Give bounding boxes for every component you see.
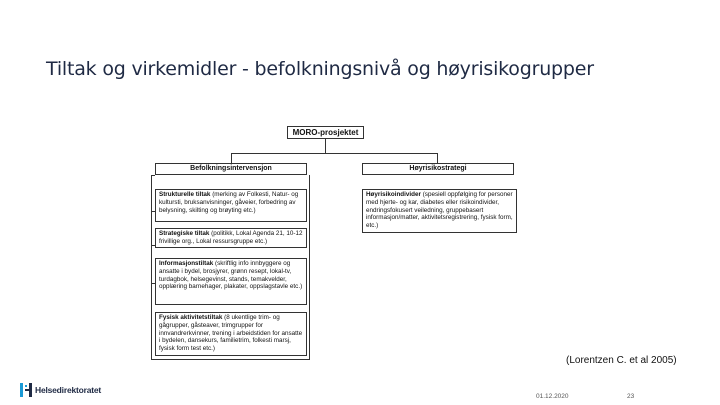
right-branch-node: Høyrisikostrategi bbox=[362, 163, 514, 175]
footer-date: 01.12.2020 bbox=[536, 393, 569, 400]
connector-line bbox=[309, 175, 310, 360]
box-heading: Fysisk aktivitetstiltak bbox=[159, 314, 223, 321]
connector-line bbox=[151, 359, 309, 360]
left-branch-node: Befolkningsintervensjon bbox=[155, 163, 307, 175]
page-number: 23 bbox=[627, 393, 635, 400]
high-risk-individuals-box bbox=[362, 189, 517, 233]
physical-activity-box bbox=[155, 312, 307, 356]
connector-line bbox=[151, 175, 155, 176]
helsedirektoratet-logo-icon bbox=[20, 383, 32, 397]
box-body: (skriftlig info innbyggere og ansatte i bydel, brosjyrer, grønn resept, lokal-tv, turdagbok, helsegevinst, stands, temakvelder, opplæring barnehager, plakater, oppslagstavle etc.) bbox=[159, 260, 303, 291]
box-heading: Strategiske tiltak bbox=[159, 230, 210, 237]
connector-line bbox=[437, 153, 438, 163]
connector-line bbox=[231, 153, 437, 154]
strategic-measures-box bbox=[155, 228, 307, 248]
root-node: MORO-prosjektet bbox=[287, 126, 364, 139]
organization-name: Helsedirektoratet bbox=[35, 385, 102, 395]
box-heading: Strukturelle tiltak bbox=[159, 191, 211, 198]
information-measures-box bbox=[155, 258, 307, 305]
box-body: (8 ukentlige trim- og gågrupper, gåsteaver, trimgrupper for innvandrerkvinner, trening i arbeidstiden for ansatte i bydelen, dansekurs, familietrim, folkesti marsj, fysisk form test etc.) bbox=[159, 314, 303, 353]
box-heading: Høyrisikoindivider bbox=[366, 191, 421, 198]
slide-title: Tiltak og virkemidler - befolkningsnivå og høyrisikogrupper bbox=[46, 58, 594, 80]
citation: (Lorentzen C. et al 2005) bbox=[566, 355, 677, 366]
box-body: (merking av Folkesti, Natur- og kultursti, bruksanvisninger, gåveier, forbedring av belysning, skilting og brøyting etc.) bbox=[159, 191, 299, 214]
box-heading: Informasjonstiltak bbox=[159, 260, 214, 267]
box-body: (politikk, Lokal Agenda 21, 10-12 frivillige org., Lokal ressursgruppe etc.) bbox=[159, 230, 303, 245]
connector-line bbox=[151, 175, 152, 360]
box-body: (spesiell oppfølging for personer med hjerte- og kar, diabetes eller risikoindivider, endringsfokusert veiledning, gruppebasert informasjon/matter, aktivitetsregistrering, fysisk form, etc.) bbox=[366, 191, 513, 230]
connector-line bbox=[325, 139, 326, 153]
structural-measures-box bbox=[155, 189, 307, 222]
helsedirektoratet-logo bbox=[20, 383, 101, 397]
connector-line bbox=[231, 153, 232, 163]
